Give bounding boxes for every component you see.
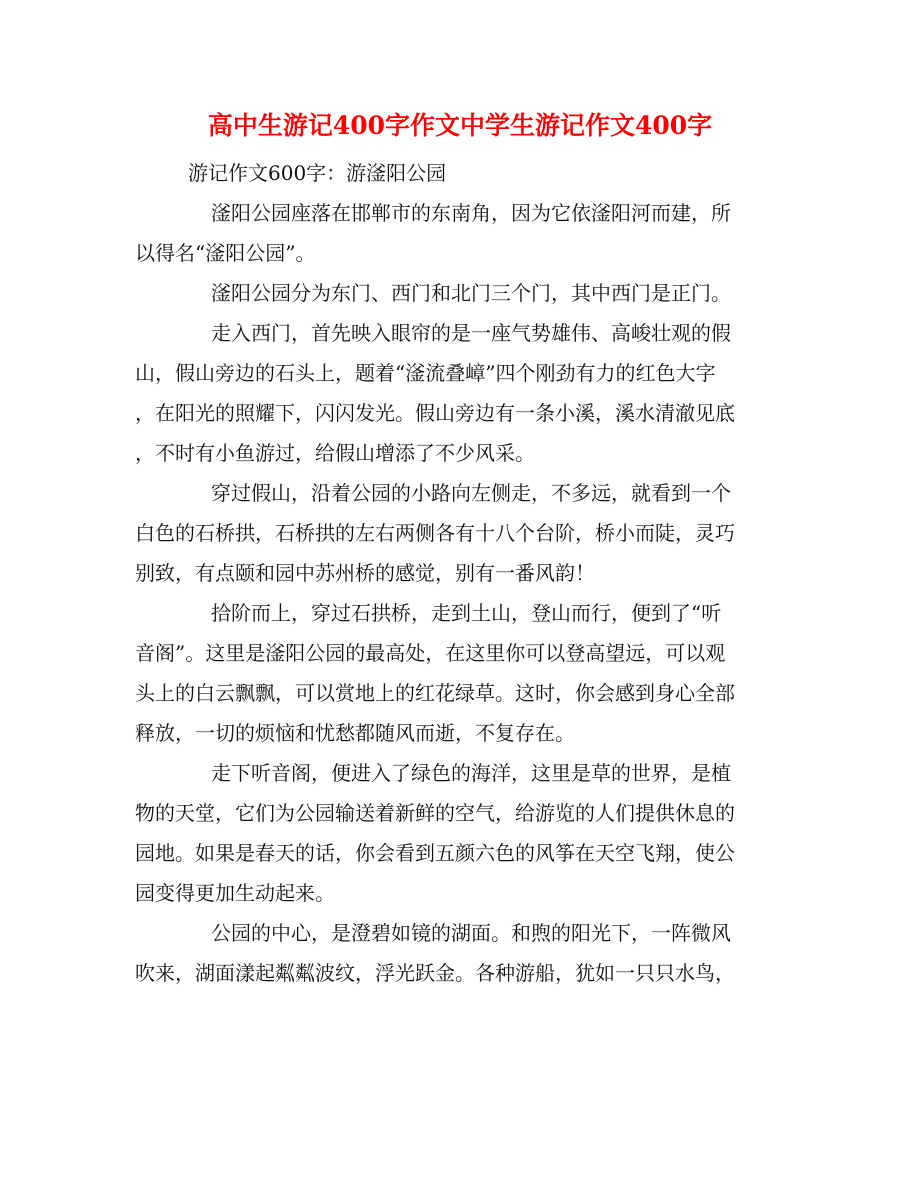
text-line: 园地。如果是春天的话，你会看到五颜六色的风筝在天空飞翔，使公 [135,841,735,865]
text-line: 吹来，湖面漾起粼粼波纹，浮光跃金。各种游船，犹如一只只水鸟， [135,961,735,985]
text-line: 拾阶而上，穿过石拱桥，走到土山，登山而行，便到了“听 [211,601,722,625]
text-line: 滏阳公园座落在邯郸市的东南角，因为它依滏阳河而建，所 [211,201,731,225]
article-subtitle: 游记作文600字：游滏阳公园 [188,161,447,185]
text-line: 滏阳公园分为东门、西门和北门三个门，其中西门是正门。 [211,281,731,305]
text-line: 园变得更加生动起来。 [135,881,335,905]
text-line: 以得名“滏阳公园”。 [135,241,316,265]
article-lines [135,193,785,993]
text-line: 物的天堂，它们为公园输送着新鲜的空气，给游览的人们提供休息的 [135,801,735,825]
text-line: 走下听音阁，便进入了绿色的海洋，这里是草的世界，是植 [211,761,731,785]
document-title: 高中生游记400字作文中学生游记作文400字 [207,111,713,140]
text-line: 释放，一切的烦恼和忧愁都随风而逝，不复存在。 [135,721,575,745]
text-line: 头上的白云飘飘，可以赏地上的红花绿草。这时，你会感到身心全部 [135,681,735,705]
text-line: 别致，有点颐和园中苏州桥的感觉，别有一番风韵！ [135,561,595,585]
text-line: 山，假山旁边的石头上，题着“滏流叠嶂”四个刚劲有力的红色大字 [135,361,716,385]
text-line: ，不时有小鱼游过，给假山增添了不少风采。 [135,441,535,465]
text-line: 穿过假山，沿着公园的小路向左侧走，不多远，就看到一个 [211,481,731,505]
text-line: 走入西门，首先映入眼帘的是一座气势雄伟、高峻壮观的假 [211,321,731,345]
text-line: 公园的中心，是澄碧如镜的湖面。和煦的阳光下，一阵微风 [211,921,731,945]
text-line: 音阁”。这里是滏阳公园的最高处，在这里你可以登高望远，可以观 [135,641,726,665]
document-body [135,153,785,993]
text-line: 白色的石桥拱，石桥拱的左右两侧各有十八个台阶，桥小而陡，灵巧 [135,521,735,545]
text-line: ，在阳光的照耀下，闪闪发光。假山旁边有一条小溪，溪水清澈见底 [135,401,735,425]
